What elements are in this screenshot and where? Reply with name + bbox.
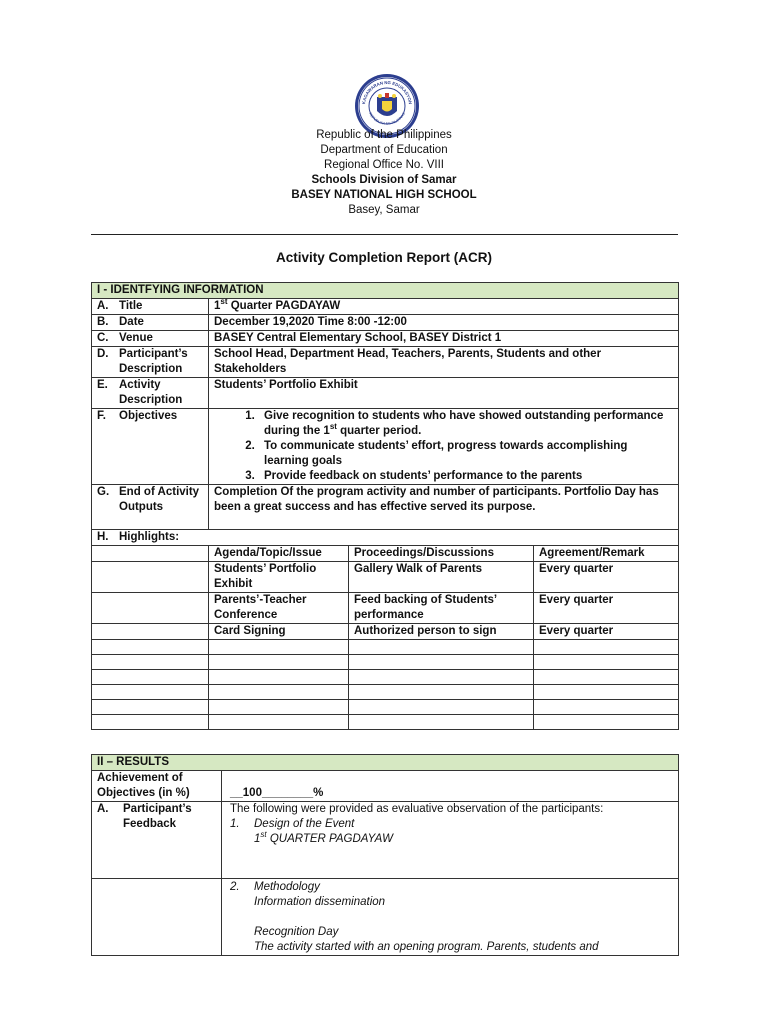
feedback-label: A. Participant’s Feedback	[92, 802, 222, 879]
activity-value: Students’ Portfolio Exhibit	[209, 378, 679, 409]
objective-item: 2. To communicate students’ effort, progress towards accomplishing learning goals	[258, 439, 675, 469]
identifying-information-table	[91, 282, 679, 730]
highlights-label: H. Highlights:	[92, 530, 679, 546]
objective-item: 1. Give recognition to students who have showed outstanding performance during the 1st quarter period.	[258, 409, 675, 439]
highlights-col-header: Agreement/Remark	[534, 546, 679, 562]
objectives-value	[209, 409, 679, 485]
department-line: Department of Education	[320, 144, 448, 156]
highlight-cell: Card Signing	[209, 624, 349, 640]
participants-value: School Head, Department Head, Teachers, Parents, Students and other Stakeholders	[209, 347, 679, 378]
objective-item: 3. Provide feedback on students’ performance to the parents	[258, 469, 675, 484]
section2-heading: II – RESULTS	[92, 755, 679, 771]
highlight-cell: Parents’-Teacher Conference	[209, 593, 349, 624]
location-line: Basey, Samar	[348, 204, 420, 216]
results-table	[91, 754, 679, 956]
highlight-cell: Every quarter	[534, 593, 679, 624]
svg-text:KAGAWARAN NG EDUKASYON: KAGAWARAN NG EDUKASYON	[361, 79, 413, 105]
outputs-value: Completion Of the program activity and number of participants. Portfolio Day has been a great success and has effective served its purpose.	[209, 485, 679, 530]
highlight-cell: Feed backing of Students’ performance	[349, 593, 534, 624]
activity-label: E. Activity Description	[92, 378, 209, 409]
highlight-cell: Authorized person to sign	[349, 624, 534, 640]
header-divider	[91, 234, 678, 235]
empty-row	[92, 685, 679, 700]
table-row	[92, 624, 679, 640]
highlights-col-header: Proceedings/Discussions	[349, 546, 534, 562]
republic-line: Republic of the Philippines	[316, 129, 452, 141]
venue-label: C. Venue	[92, 331, 209, 347]
highlights-blank-cell	[92, 546, 209, 562]
section1-heading: I - IDENTFYING INFORMATION	[92, 283, 679, 299]
participants-label: D. Participant’s Description	[92, 347, 209, 378]
document-title: Activity Completion Report (ACR)	[276, 250, 492, 265]
svg-text:REPUBLIKA NG PILIPINAS: REPUBLIKA NG PILIPINAS	[368, 111, 406, 126]
objectives-label: F. Objectives	[92, 409, 209, 485]
empty-row	[92, 640, 679, 655]
empty-row	[92, 670, 679, 685]
venue-value: BASEY Central Elementary School, BASEY District 1	[209, 331, 679, 347]
achievement-value: __100________%	[222, 771, 679, 802]
region-line: Regional Office No. VIII	[324, 159, 444, 171]
achievement-label: Achievement of Objectives (in %)	[92, 771, 222, 802]
letterhead	[0, 128, 768, 218]
feedback-methodology: 2. Methodology Information dissemination Recognition Day The activity started with an opening program. Parents, students and	[222, 879, 679, 956]
date-label: B. Date	[92, 315, 209, 331]
empty-row	[92, 715, 679, 730]
highlight-cell: Every quarter	[534, 624, 679, 640]
outputs-label: G. End of Activity Outputs	[92, 485, 209, 530]
highlight-cell: Gallery Walk of Parents	[349, 562, 534, 593]
highlight-cell: Every quarter	[534, 562, 679, 593]
title-label: A. Title	[92, 299, 209, 315]
highlights-col-header: Agenda/Topic/Issue	[209, 546, 349, 562]
date-value: December 19,2020 Time 8:00 -12:00	[209, 315, 679, 331]
feedback-item-1-detail: 1st QUARTER PAGDAYAW	[254, 830, 393, 845]
feedback-item-2: 2. Methodology	[230, 881, 320, 893]
empty-row	[92, 655, 679, 670]
table-row	[92, 593, 679, 624]
feedback-intro: The following were provided as evaluative observation of the participants:	[230, 803, 604, 815]
objectives-list	[214, 409, 675, 484]
school-line: BASEY NATIONAL HIGH SCHOOL	[291, 189, 477, 201]
feedback-value	[222, 802, 679, 879]
table-row	[92, 562, 679, 593]
division-line: Schools Division of Samar	[311, 174, 457, 186]
title-value: 1st Quarter PAGDAYAW	[209, 299, 679, 315]
feedback-item-1: 1. Design of the Event	[230, 818, 355, 830]
empty-row	[92, 700, 679, 715]
highlight-cell: Students’ Portfolio Exhibit	[209, 562, 349, 593]
